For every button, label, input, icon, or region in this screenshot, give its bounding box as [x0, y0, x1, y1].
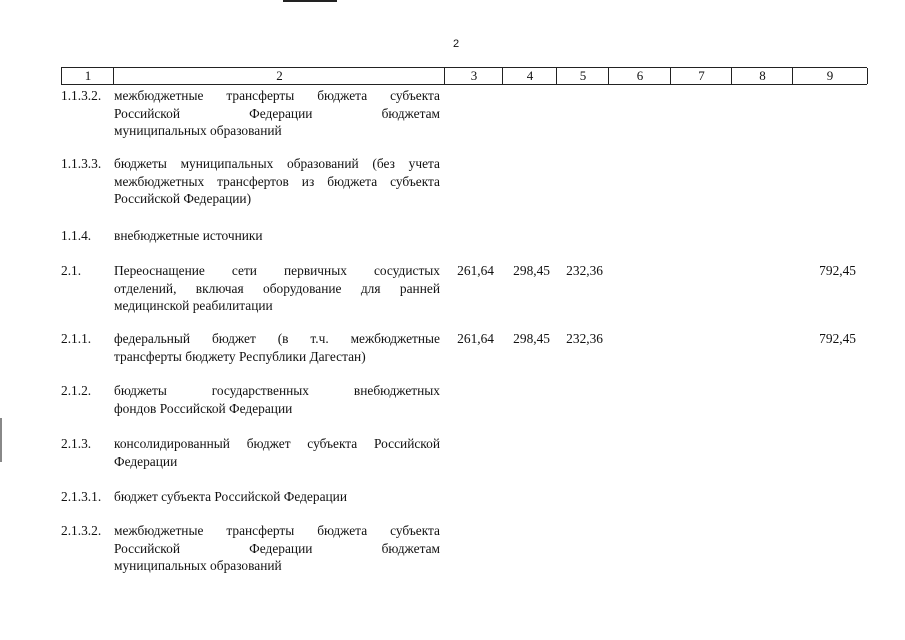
row-description [114, 435, 440, 470]
row-description-line: отделений, включая оборудование для ранней [114, 280, 440, 296]
row-description [114, 155, 440, 208]
row-description-line: федеральный бюджет (в т.ч. межбюджетные [114, 331, 440, 346]
row-description [114, 382, 440, 417]
header-col-6: 6 [608, 68, 671, 84]
row-description-line: межбюджетные трансферты бюджета субъекта [114, 88, 440, 103]
row-number: 2.1.2. [61, 383, 92, 398]
value-col-9: 792,45 [819, 263, 856, 278]
value-col-5: 232,36 [566, 263, 603, 278]
top-rule [283, 0, 337, 2]
header-col-8: 8 [731, 68, 793, 84]
row-number: 2.1.1. [61, 331, 92, 346]
row-description-line: медицинской реабилитации [114, 298, 273, 313]
row-description-line: муниципальных образований [114, 558, 282, 573]
row-number: 2.1.3.2. [61, 523, 102, 538]
row-number: 2.1. [61, 263, 82, 278]
row-description [114, 488, 440, 506]
row-description [114, 262, 440, 315]
row-number: 1.1.4. [61, 228, 92, 243]
row-description-line: межбюджетных трансфертов из бюджета субъекта [114, 173, 440, 189]
row-description-line: Переоснащение сети первичных сосудистых [114, 263, 440, 278]
row-description-line: Российской Федерации бюджетам [114, 105, 440, 121]
header-col-9: 9 [792, 68, 868, 84]
row-description-line: Российской Федерации бюджетам [114, 540, 440, 556]
value-col-9: 792,45 [819, 331, 856, 346]
row-description-line: консолидированный бюджет субъекта Российской [114, 436, 440, 451]
header-col-2: 2 [113, 68, 445, 84]
row-description [114, 522, 440, 575]
value-col-4: 298,45 [513, 331, 550, 346]
row-number: 2.1.3. [61, 436, 92, 451]
row-description-line: межбюджетные трансферты бюджета субъекта [114, 523, 440, 538]
row-description [114, 330, 440, 365]
row-description-line: бюджет субъекта Российской Федерации [114, 489, 348, 504]
row-description-line: муниципальных образований [114, 123, 282, 138]
header-col-1: 1 [61, 68, 114, 84]
row-description-line: бюджеты государственных внебюджетных [114, 383, 440, 398]
row-description-line: Российской Федерации) [114, 191, 252, 206]
row-description-line: фондов Российской Федерации [114, 400, 293, 416]
page-number: 2 [453, 38, 460, 50]
row-number: 1.1.3.2. [61, 88, 102, 103]
row-description-line: Федерации [114, 453, 178, 469]
row-description-line: бюджеты муниципальных образований (без учета [114, 156, 440, 171]
header-col-7: 7 [670, 68, 732, 84]
row-description-line: трансферты бюджету Республики Дагестан) [114, 348, 366, 364]
row-description [114, 87, 440, 140]
row-number: 2.1.3.1. [61, 489, 102, 504]
value-col-3: 261,64 [457, 331, 494, 346]
header-col-5: 5 [556, 68, 609, 84]
row-description-line: внебюджетные источники [114, 228, 263, 243]
row-description [114, 227, 440, 245]
value-col-3: 261,64 [457, 263, 494, 278]
header-col-3: 3 [444, 68, 503, 84]
value-col-5: 232,36 [566, 331, 603, 346]
scan-edge-mark [0, 418, 2, 462]
header-col-4: 4 [502, 68, 557, 84]
value-col-4: 298,45 [513, 263, 550, 278]
table-header [61, 67, 867, 85]
row-number: 1.1.3.3. [61, 156, 102, 171]
